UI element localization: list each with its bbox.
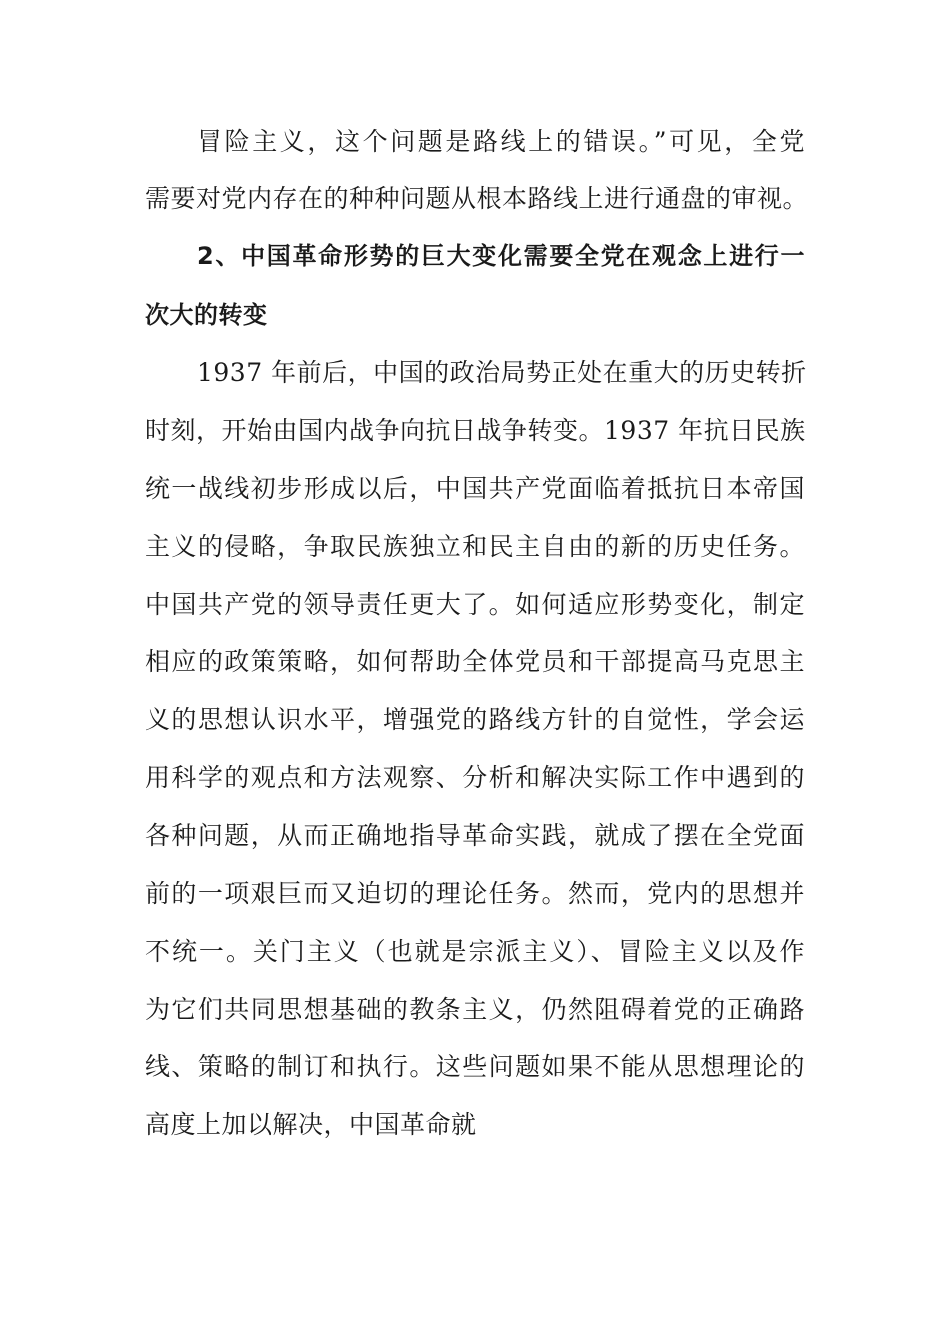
paragraph-line: 线、策略的制订和执行。这些问题如果不能从思想理论的 (145, 1052, 805, 1081)
paragraph-line: 主义的侵略，争取民族独立和民主自由的新的历史任务。 (145, 532, 805, 561)
paragraph-line: 不统一。关门主义（也就是宗派主义）、冒险主义以及作 (145, 937, 805, 966)
paragraph-line: 前的一项艰巨而又迫切的理论任务。然而，党内的思想并 (145, 879, 805, 908)
paragraph-line: 相应的政策策略，如何帮助全体党员和干部提高马克思主 (145, 647, 805, 676)
section-heading: 次大的转变 (145, 301, 268, 329)
paragraph-line: 需要对党内存在的种种问题从根本路线上进行通盘的审视。 (145, 184, 809, 213)
paragraph-line: 高度上加以解决，中国革命就 (145, 1110, 477, 1139)
paragraph-line: 义的思想认识水平，增强党的路线方针的自觉性，学会运 (145, 705, 805, 734)
paragraph-line: 各种问题，从而正确地指导革命实践，就成了摆在全党面 (145, 821, 805, 850)
paragraph-line: 中国共产党的领导责任更大了。如何适应形势变化，制定 (145, 590, 805, 619)
paragraph-line: 统一战线初步形成以后，中国共产党面临着抵抗日本帝国 (145, 474, 805, 503)
paragraph-line: 用科学的观点和方法观察、分析和解决实际工作中遇到的 (145, 763, 805, 792)
paragraph-line: 冒险主义，这个问题是路线上的错误。”可见，全党 (197, 127, 805, 156)
paragraph-line: 1937 年前后，中国的政治局势正处在重大的历史转折 (197, 358, 807, 387)
section-heading: 2、中国革命形势的巨大变化需要全党在观念上进行一 (197, 242, 805, 270)
paragraph-line: 为它们共同思想基础的教条主义，仍然阻碍着党的正确路 (145, 995, 805, 1024)
paragraph-line: 时刻，开始由国内战争向抗日战争转变。1937 年抗日民族 (145, 416, 806, 445)
